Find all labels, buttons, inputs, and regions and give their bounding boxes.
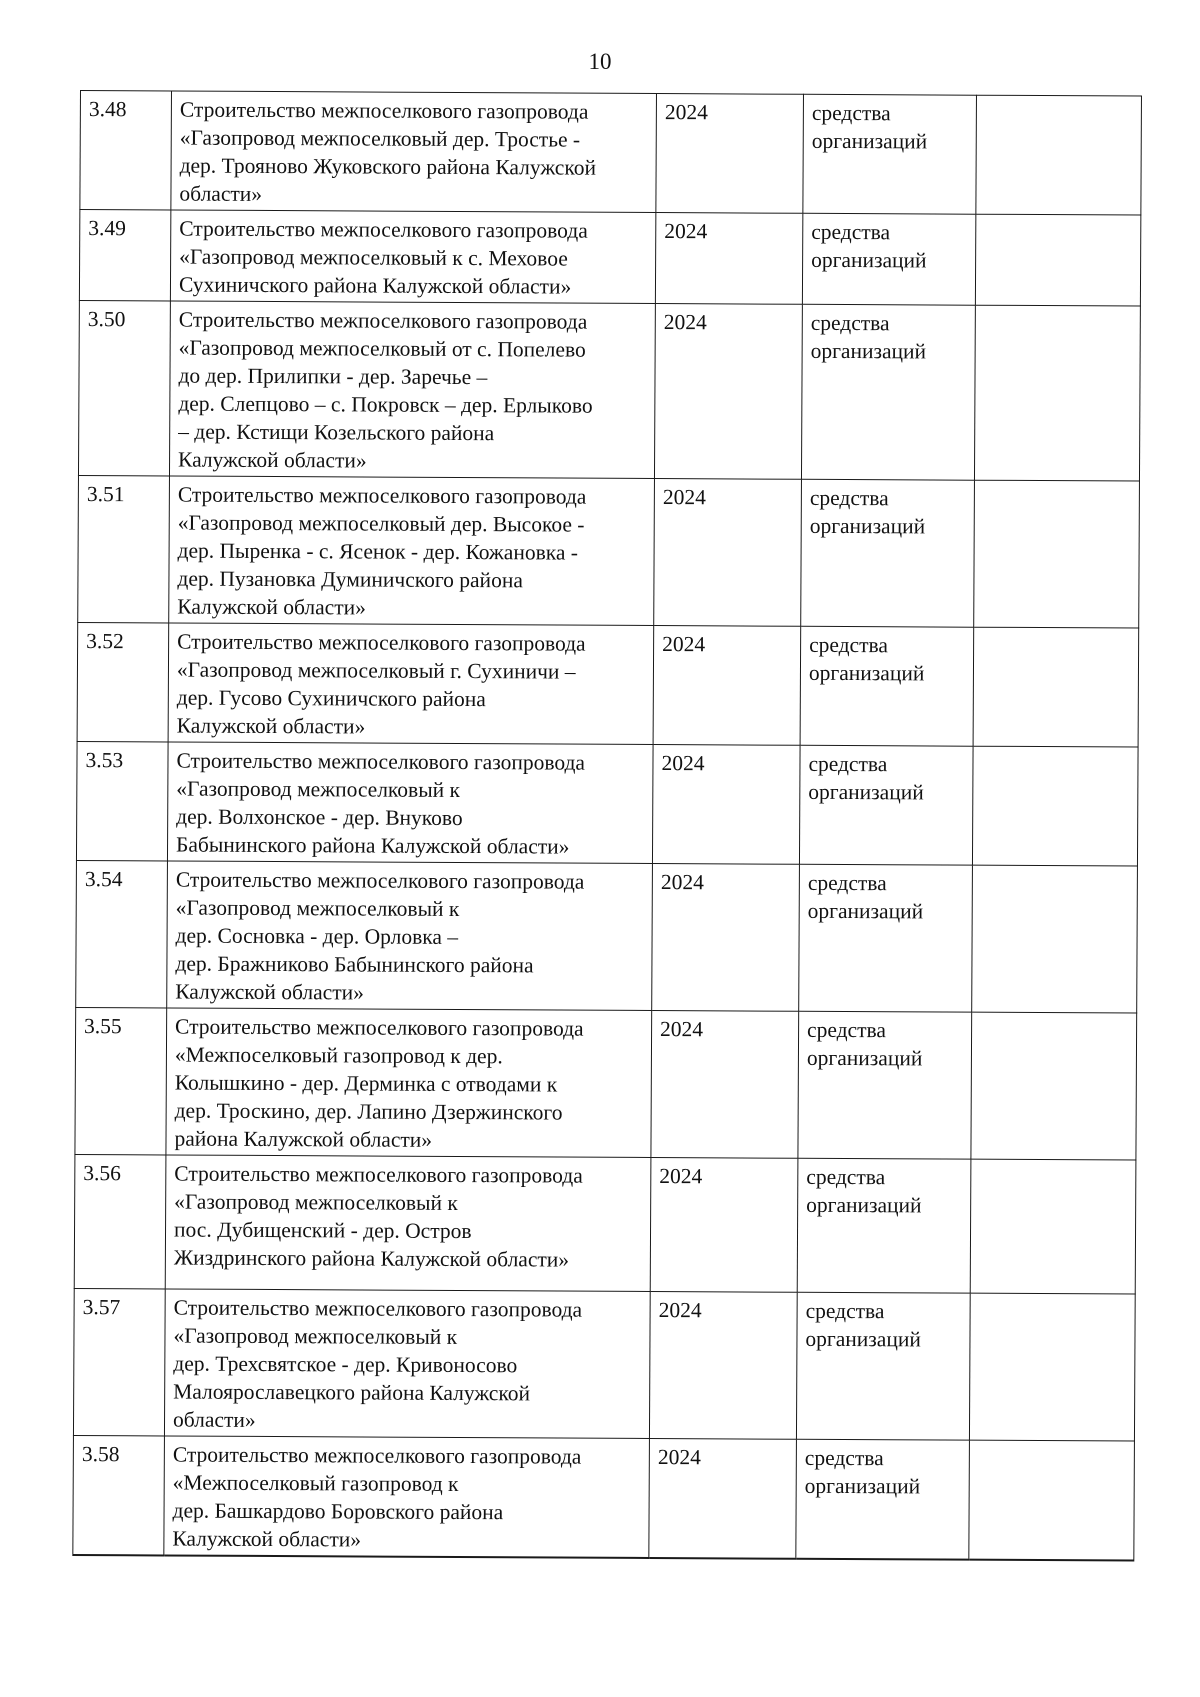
- funding-source: [801, 479, 975, 627]
- description-line: Бабынинского района Калужской области»: [175, 832, 570, 859]
- table-row: [79, 210, 1140, 307]
- funding-source-line: организаций: [810, 338, 927, 364]
- item-year: 2024: [653, 626, 801, 746]
- description-line: Строительство межпоселкового газопровода: [178, 307, 588, 334]
- item-year: 2024: [649, 1439, 797, 1559]
- description-line: «Газопровод межпоселковый к: [174, 1189, 458, 1215]
- description-line: Строительство межпоселкового газопровода: [175, 1014, 584, 1041]
- funding-source-line: средства: [810, 310, 890, 336]
- item-number: 3.56: [74, 1154, 166, 1288]
- description-line: дер. Башкардово Боровского района: [172, 1498, 504, 1525]
- description-line: Строительство межпоселкового газопровода: [177, 482, 587, 509]
- item-description: [169, 476, 655, 626]
- item-description: [166, 1008, 652, 1158]
- gas-pipeline-table: [72, 90, 1142, 1562]
- item-note: [969, 1440, 1135, 1560]
- description-line: Сухиничского района Калужской области»: [178, 272, 572, 299]
- item-number: 3.53: [76, 741, 168, 860]
- description-line: Калужской области»: [178, 447, 367, 473]
- item-year: 2024: [656, 94, 804, 214]
- funding-source-line: организаций: [808, 779, 924, 805]
- description-line: «Газопровод межпоселковый г. Сухиничи –: [176, 657, 576, 684]
- table-row: [73, 1435, 1135, 1560]
- description-line: Строительство межпоселкового газопровода: [176, 748, 586, 775]
- item-note: [974, 305, 1140, 481]
- funding-source: [799, 864, 973, 1012]
- item-description: [167, 861, 653, 1011]
- funding-source: [797, 1158, 971, 1293]
- item-number: 3.54: [76, 860, 168, 1007]
- item-note: [972, 746, 1138, 866]
- description-line: Калужской области»: [176, 713, 366, 739]
- description-line: Строительство межпоселкового газопровода: [175, 867, 585, 894]
- item-description: [165, 1155, 651, 1292]
- funding-source-line: организаций: [807, 898, 924, 924]
- funding-source-line: организаций: [808, 660, 925, 686]
- funding-source-line: средства: [811, 100, 891, 126]
- description-line: «Газопровод межпоселковый от с. Попелево: [178, 335, 586, 362]
- description-line: Строительство межпоселкового газопровода: [174, 1161, 583, 1188]
- funding-source: [799, 745, 973, 865]
- funding-source-line: организаций: [806, 1045, 923, 1071]
- item-year: 2024: [655, 213, 802, 305]
- funding-source-line: средства: [809, 485, 889, 511]
- item-note: [974, 480, 1140, 628]
- description-line: Калужской области»: [172, 1526, 362, 1552]
- item-year: 2024: [652, 864, 800, 1012]
- item-note: [976, 95, 1142, 215]
- funding-source: [796, 1292, 970, 1440]
- funding-source-line: организаций: [811, 128, 928, 154]
- table-row: [80, 91, 1142, 216]
- description-line: «Межпоселковый газопровод к дер.: [174, 1042, 503, 1069]
- description-line: «Газопровод межпоселковый дер. Высокое -: [177, 510, 585, 537]
- item-note: [975, 214, 1140, 306]
- item-description: [164, 1436, 650, 1558]
- table-row: [75, 1007, 1137, 1160]
- item-year: 2024: [651, 1011, 799, 1159]
- description-line: Колышкино - дер. Дерминка с отводами к: [174, 1070, 558, 1097]
- description-line: – дер. Кстищи Козельского района: [178, 419, 495, 446]
- item-number: 3.50: [78, 300, 170, 475]
- item-number: 3.58: [73, 1435, 165, 1555]
- table-row: [77, 622, 1139, 747]
- item-description: [164, 1289, 650, 1439]
- description-line: дер. Гусово Сухиничского района: [176, 685, 486, 712]
- funding-source-line: средства: [805, 1298, 885, 1324]
- description-line: дер. Пыренка - с. Ясенок - дер. Кожановка -: [177, 538, 579, 565]
- item-description: [170, 210, 655, 304]
- description-line: Калужской области»: [177, 594, 366, 620]
- funding-source-line: организаций: [805, 1326, 921, 1352]
- item-note: [969, 1293, 1135, 1441]
- table-row: [78, 475, 1140, 628]
- description-line: пос. Дубищенский - дер. Остров: [173, 1217, 472, 1244]
- item-year: 2024: [652, 745, 800, 865]
- funding-source: [796, 1439, 970, 1559]
- funding-source: [802, 213, 975, 305]
- description-line: до дер. Прилипки - дер. Заречье –: [178, 363, 488, 390]
- funding-source-line: средства: [811, 219, 891, 245]
- item-description: [168, 623, 654, 745]
- description-line: Жиздринского района Калужской области»: [173, 1245, 570, 1272]
- description-line: дер. Троскино, дер. Лапино Дзержинского: [174, 1098, 563, 1125]
- funding-source-line: организаций: [809, 513, 926, 539]
- item-description: [167, 742, 653, 864]
- item-year: 2024: [654, 304, 802, 480]
- description-line: области»: [172, 1407, 256, 1432]
- description-line: «Газопровод межпоселковый к: [176, 776, 461, 802]
- funding-source-line: организаций: [806, 1192, 922, 1218]
- item-year: 2024: [650, 1158, 798, 1293]
- description-line: района Калужской области»: [174, 1126, 433, 1152]
- item-note: [973, 627, 1139, 747]
- table-row: [73, 1288, 1135, 1441]
- description-line: области»: [179, 181, 263, 206]
- item-number: 3.57: [73, 1288, 165, 1435]
- description-line: Малоярославецкого района Калужской: [173, 1379, 531, 1406]
- item-number: 3.49: [79, 210, 170, 301]
- item-note: [970, 1159, 1136, 1294]
- description-line: «Газопровод межпоселковый к с. Меховое: [179, 244, 568, 271]
- funding-source-line: организаций: [811, 247, 927, 273]
- table-row: [78, 300, 1140, 481]
- funding-source: [798, 1011, 972, 1159]
- description-line: дер. Слепцово – с. Покровск – дер. Ерлыково: [178, 391, 593, 418]
- funding-source-line: средства: [804, 1445, 884, 1471]
- description-line: Строительство межпоселкового газопровода: [172, 1442, 582, 1469]
- item-description: [169, 301, 655, 479]
- funding-source-line: средства: [808, 751, 888, 777]
- funding-source-line: средства: [807, 870, 887, 896]
- page-number: 10: [588, 49, 612, 74]
- funding-source: [803, 94, 977, 214]
- funding-source-line: средства: [806, 1164, 886, 1190]
- funding-source: [801, 304, 975, 480]
- description-line: «Межпоселковый газопровод к: [172, 1470, 459, 1497]
- description-line: дер. Трехсвятское - дер. Кривоносово: [173, 1351, 518, 1378]
- item-number: 3.48: [80, 91, 172, 210]
- item-number: 3.52: [77, 622, 169, 741]
- table-row: [76, 741, 1138, 866]
- item-note: [971, 1012, 1137, 1160]
- description-line: дер. Бражниково Бабынинского района: [175, 951, 534, 978]
- funding-source-line: организаций: [804, 1473, 921, 1499]
- description-line: дер. Волхонское - дер. Внуково: [176, 804, 463, 831]
- description-line: дер. Сосновка - дер. Орловка –: [175, 923, 459, 949]
- funding-source: [800, 626, 974, 746]
- description-line: Строительство межпоселкового газопровода: [179, 97, 589, 124]
- description-line: дер. Пузановка Думиничского района: [177, 566, 523, 593]
- table-row: [74, 1154, 1136, 1294]
- description-line: Калужской области»: [175, 979, 364, 1005]
- description-line: Строительство межпоселкового газопровода: [179, 216, 588, 243]
- description-line: «Газопровод межпоселковый дер. Тростье -: [179, 125, 581, 152]
- item-note: [972, 865, 1138, 1013]
- item-number: 3.55: [75, 1007, 167, 1154]
- item-description: [171, 91, 657, 213]
- funding-source-line: средства: [807, 1017, 886, 1043]
- funding-source-line: средства: [809, 632, 889, 658]
- description-line: Строительство межпоселкового газопровода: [177, 629, 586, 656]
- item-year: 2024: [654, 479, 802, 627]
- description-line: «Газопровод межпоселковый к: [173, 1323, 458, 1349]
- item-year: 2024: [649, 1292, 797, 1440]
- table-body: [73, 91, 1142, 1561]
- description-line: «Газопровод межпоселковый к: [175, 895, 460, 921]
- item-number: 3.51: [78, 475, 170, 622]
- table-row: [76, 860, 1138, 1013]
- description-line: Строительство межпоселкового газопровода: [173, 1295, 583, 1322]
- description-line: дер. Трояново Жуковского района Калужской: [179, 153, 597, 180]
